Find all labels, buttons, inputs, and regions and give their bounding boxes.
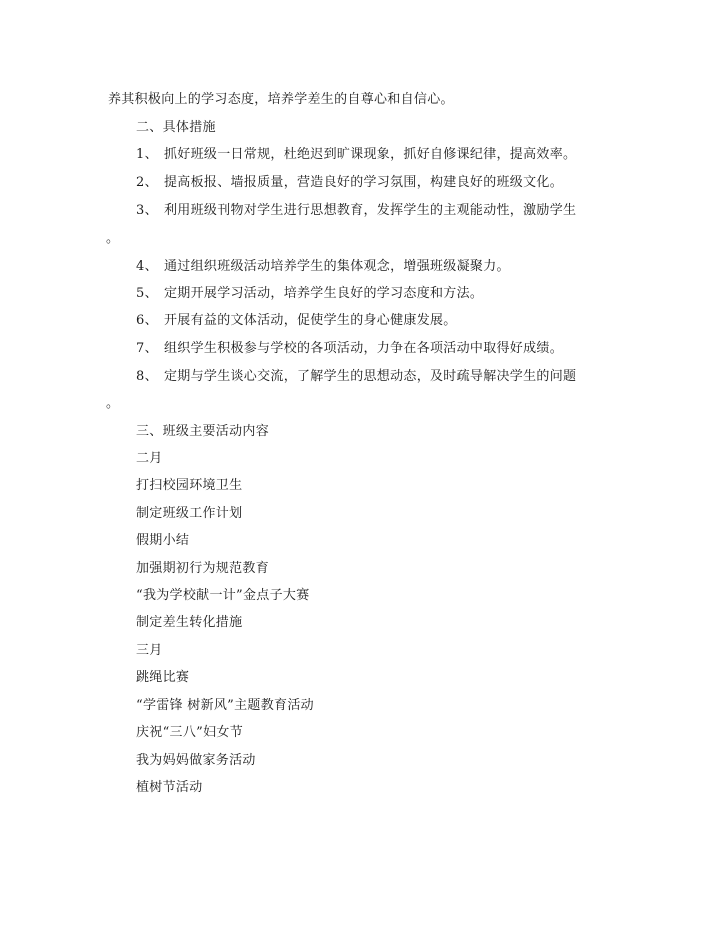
intro-continuation: 养其积极向上的学习态度，培养学差生的自尊心和自信心。: [108, 92, 454, 107]
measure-item-1: [136, 147, 576, 163]
item-number: 4、: [136, 259, 158, 274]
item-number: 5、: [136, 286, 158, 301]
item-text: 利用班级刊物对学生进行思想教育，发挥学生的主观能动性，激励学生: [164, 203, 577, 218]
activity-item: 制定差生转化措施: [136, 615, 243, 630]
item-text: 组织学生积极参与学校的各项活动，力争在各项活动中取得好成绩。: [164, 341, 564, 356]
item-text: 抓好班级一日常规，杜绝迟到旷课现象，抓好自修课纪律，提高效率。: [164, 147, 577, 162]
month-heading: 三月: [136, 643, 163, 658]
activity-item: “学雷锋 树新风”主题教育活动: [136, 698, 314, 713]
activity-item: 跳绳比赛: [136, 670, 190, 685]
measure-item-8-wrap: 。: [106, 396, 120, 411]
item-number: 8、: [136, 369, 158, 384]
activity-item: 我为妈妈做家务活动: [136, 753, 256, 768]
item-text: 定期与学生谈心交流，了解学生的思想动态，及时疏导解决学生的问题: [164, 369, 577, 384]
item-number: 7、: [136, 341, 158, 356]
item-text: 定期开展学习活动，培养学生良好的学习态度和方法。: [164, 286, 484, 301]
activity-item: 植树节活动: [136, 780, 203, 795]
activity-item: 打扫校园环境卫生: [136, 478, 243, 493]
item-number: 6、: [136, 313, 158, 328]
measure-item-3: [136, 203, 576, 219]
measure-item-3-wrap: 。: [106, 231, 120, 246]
section-2-heading: 二、具体措施: [136, 120, 216, 135]
activity-item: 庆祝“三八”妇女节: [136, 725, 243, 740]
item-number: 2、: [136, 175, 158, 190]
activity-item: 制定班级工作计划: [136, 506, 243, 521]
measure-item-4: [136, 259, 510, 275]
month-heading: 二月: [136, 451, 163, 466]
measure-item-7: [136, 341, 563, 357]
activity-item: 假期小结: [136, 533, 190, 548]
item-text: 通过组织班级活动培养学生的集体观念，增强班级凝聚力。: [164, 259, 510, 274]
activity-item: 加强期初行为规范教育: [136, 561, 270, 576]
item-text: 提高板报、墙报质量，营造良好的学习氛围，构建良好的班级文化。: [164, 175, 564, 190]
measure-item-8: [136, 369, 576, 385]
section-3-heading: 三、班级主要活动内容: [136, 424, 270, 439]
item-number: 1、: [136, 147, 158, 162]
measure-item-2: [136, 175, 563, 191]
measure-item-6: [136, 313, 457, 329]
item-text: 开展有益的文体活动，促使学生的身心健康发展。: [164, 313, 457, 328]
item-number: 3、: [136, 203, 158, 218]
activity-item: “我为学校献一计”金点子大赛: [136, 588, 310, 603]
measure-item-5: [136, 286, 483, 302]
